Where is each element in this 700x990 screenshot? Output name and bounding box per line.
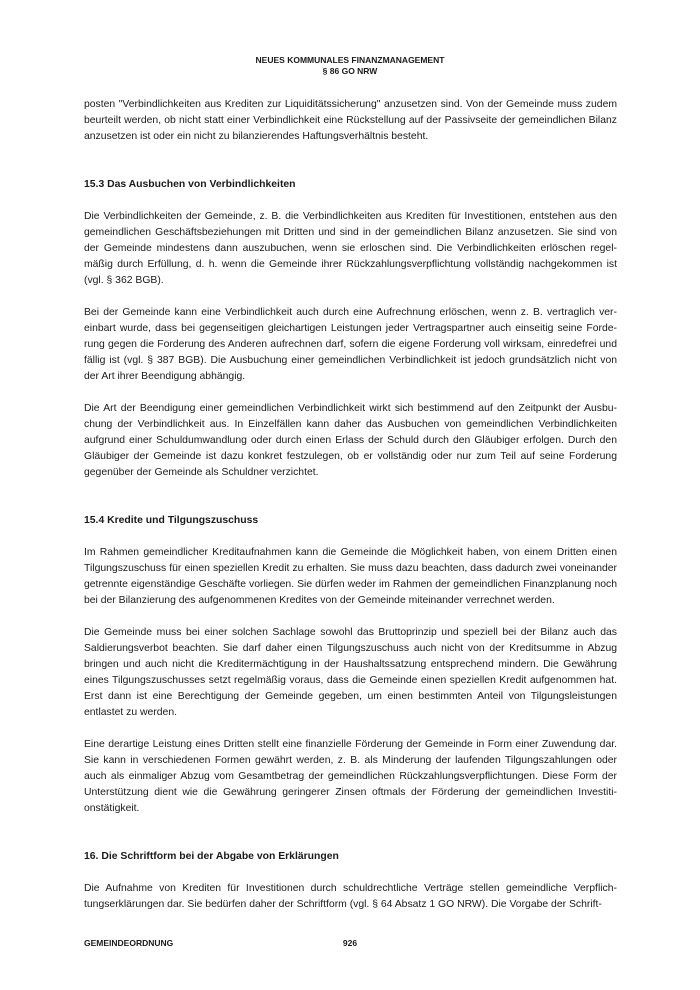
footer-title: GEMEINDEORDNUNG xyxy=(84,938,174,948)
header-subtitle: § 86 GO NRW xyxy=(322,66,378,76)
section-15-4-heading: 15.4 Kredite und Tilgungszuschuss xyxy=(84,515,259,526)
section-15-4-paragraph-2: Die Gemeinde muss bei einer solchen Sachlage sowohl das Bruttoprinzip und speziell bei der Bilanz auch das Saldierungsverbot beachten. Sie darf daher einen Tilgungszuschuss auch nicht von der Kreditsumme in Abzug bringen und auch nicht die Kreditermächtigung in der Haushaltssatzung entsprechend mindern. Die Gewährung eines Tilgungszuschusses setzt regelmäßig voraus, dass die Gemeinde einen speziellen Kredit aufgenommen hat. Erst dann ist eine Berechtigung der Gemeinde gegeben, um einen bestimmten Anteil von Tilgungsleistungen entlastet zu werden. xyxy=(84,627,617,718)
intro-paragraph: posten "Verbindlichkeiten aus Krediten zur Liquiditätssicherung" anzusetzen sind. Von der Gemeinde muss zudem beurteilt werden, ob nicht statt einer Verbindlichkeit eine Rückstellung auf der Passivseite der gemeindlichen Bilanz anzusetzen ist oder ein nicht zu bilanzierendes Haftungsverhältnis besteht. xyxy=(84,99,617,142)
section-15-3-paragraph-2: Bei der Gemeinde kann eine Verbindlichkeit auch durch eine Aufrechnung erlöschen, wenn z. B. vertraglich vereinbart wurde, dass bei gegenseitigen gleichartigen Leistungen jeder Vertragspartner auch einseitig seine Forderung gegen die Forderung des Anderen aufrechnen darf, sofern die eigene Forderung voll wirksam, einredefrei und fällig ist (vgl. § 387 BGB). Die Ausbuchung einer gemeindlichen Verbindlichkeit ist jedoch grundsätzlich nicht von der Art ihrer Beendigung abhängig. xyxy=(84,307,617,382)
section-15-4-paragraph-3: Eine derartige Leistung eines Dritten stellt eine finanzielle Förderung der Gemeinde in Form einer Zuwendung dar. Sie kann in verschiedenen Formen gewährt werden, z. B. als Minderung der laufenden Tilgungszahlungen oder auch als einmaliger Abzug vom Gesamtbetrag der gemeindlichen Rückzahlungsverpflichtungen. Diese Form der Unterstützung dient wie die Gewährung geringerer Zinsen oftmals der Förderung der gemeindlichen Investitionstätigkeit. xyxy=(84,739,617,814)
page-header xyxy=(0,55,700,77)
section-16-paragraph-1: Die Aufnahme von Krediten für Investitionen durch schuldrechtliche Verträge stellen gemeindliche Verpflichtungserklärungen dar. Sie bedürfen daher der Schriftform (vgl. § 64 Absatz 1 GO NRW). Die Vorgabe der Schrift- xyxy=(84,883,617,910)
section-16-heading: 16. Die Schriftform bei der Abgabe von Erklärungen xyxy=(84,851,339,862)
section-15-3-heading: 15.3 Das Ausbuchen von Verbindlichkeiten xyxy=(84,179,296,190)
section-15-3-paragraph-3: Die Art der Beendigung einer gemeindlichen Verbindlichkeit wirkt sich bestimmend auf den Zeitpunkt der Ausbuchung der Verbindlichkeit aus. In Einzelfällen kann daher das Ausbuchen von gemeindlichen Verbindlichkeiten aufgrund einer Schuldumwandlung oder durch einen Erlass der Schuld durch den Gläubiger erfolgen. Durch den Gläubiger der Gemeinde ist dazu konkret festzulegen, ob er vollständig oder nur zum Teil auf seine Forderung gegenüber der Gemeinde als Schuldner verzichtet. xyxy=(84,403,617,478)
header-title: NEUES KOMMUNALES FINANZMANAGEMENT xyxy=(255,55,445,65)
section-15-3-paragraph-1: Die Verbindlichkeiten der Gemeinde, z. B. die Verbindlichkeiten aus Krediten für Investitionen, entstehen aus den gemeindlichen Geschäftsbeziehungen mit Dritten und sind in der gemeindlichen Bilanz anzusetzen. Sie sind von der Gemeinde mindestens dann auszubuchen, wenn sie erloschen sind. Die Verbindlichkeiten erlöschen regelmäßig durch Erfüllung, d. h. wenn die Gemeinde ihrer Rückzahlungsverpflichtung vollständig nachgekommen ist (vgl. § 362 BGB). xyxy=(84,211,617,286)
section-15-4-paragraph-1: Im Rahmen gemeindlicher Kreditaufnahmen kann die Gemeinde die Möglichkeit haben, von einem Dritten einen Tilgungszuschuss für einen speziellen Kredit zu erhalten. Sie muss dazu beachten, dass dadurch zwei voneinander getrennte eigenständige Geschäfte vorliegen. Sie dürfen weder im Rahmen der gemeindlichen Finanzplanung noch bei der Bilanzierung des aufgenommenen Kredites von der Gemeinde miteinander verrechnet werden. xyxy=(84,547,617,606)
page-number: 926 xyxy=(342,938,358,948)
document-body xyxy=(84,97,617,929)
